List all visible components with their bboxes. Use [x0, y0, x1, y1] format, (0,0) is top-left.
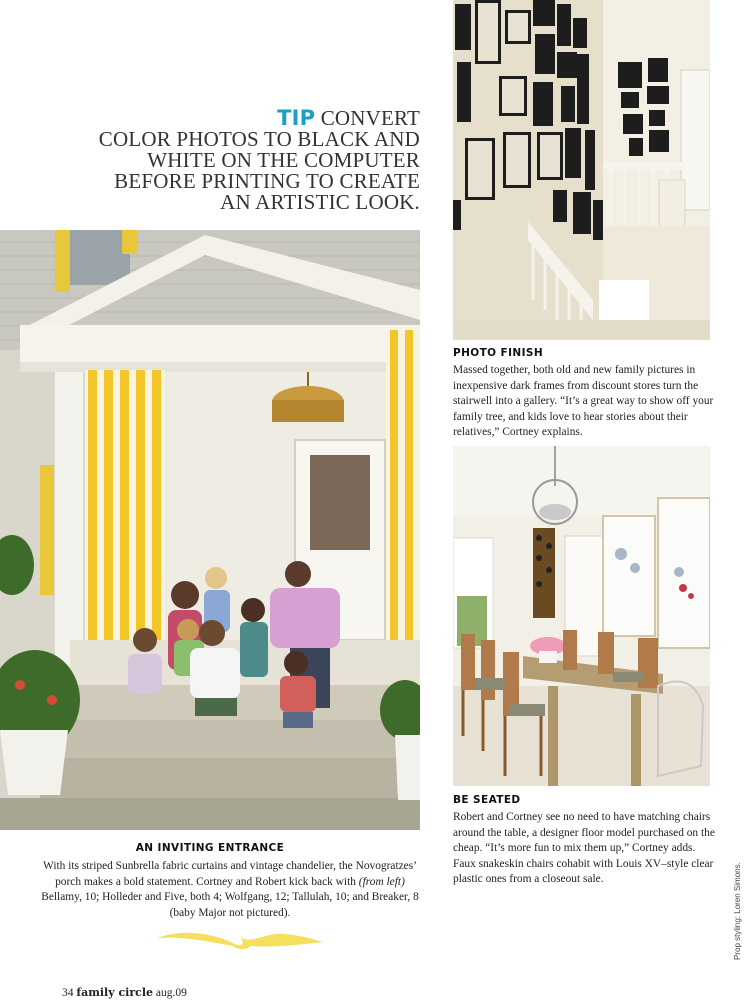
tip-callout [40, 108, 420, 213]
page-folio [62, 986, 187, 999]
porch-caption-italic: (from left) [358, 875, 405, 888]
dining-room-illustration [453, 446, 710, 786]
page-number: 34 [62, 987, 74, 999]
issue-date: aug.09 [155, 987, 187, 999]
porch-caption-body [40, 859, 420, 921]
stairwell-illustration [453, 0, 710, 340]
porch-caption-text-2: Bellamy, 10; Holleder and Five, both 4; Wolfgang, 12; Tallulah, 10; and Breaker, 8 (baby Major not pictured). [41, 891, 419, 919]
stairwell-caption-heading: PHOTO FINISH [453, 347, 544, 359]
porch-photo [0, 230, 420, 830]
porch-illustration [0, 230, 420, 830]
stairwell-caption-body: Massed together, both old and new family pictures in inexpensive dark frames from discount stores turn the stairwell into a gallery. “It’s a great way to show off your family tree, and kids love to hear stories about their relatives,” Cortney explains. [453, 364, 714, 439]
porch-caption-heading: AN INVITING ENTRANCE [135, 842, 285, 854]
tip-line-1: CONVERT [320, 106, 420, 130]
dining-caption-body: Robert and Cortney see no need to have matching chairs around the table, a designer floor model purchased on the cheap. “It’s more fun to mix them up,” Cortney adds. Faux snakeskin chairs cohabit with Louis XV–style clear plastic ones from a closeout sale. [453, 811, 715, 886]
tip-keyword: TIP [277, 106, 316, 130]
dining-caption-heading: BE SEATED [453, 794, 521, 806]
tip-line-3: WHITE ON THE COMPUTER [147, 148, 420, 172]
dining-room-photo [453, 446, 710, 786]
tip-line-5: AN ARTISTIC LOOK. [220, 190, 420, 214]
tip-line-4: BEFORE PRINTING TO CREATE [114, 169, 420, 193]
decorative-squiggle-icon [155, 926, 325, 952]
porch-caption-text-1: With its striped Sunbrella fabric curtains and vintage chandelier, the Novogratzes’ porch makes a bold statement. Cortney and Robert kick back with [43, 860, 417, 888]
photo-credit: Prop styling: Loren Simons. [733, 862, 742, 960]
stairwell-photo [453, 0, 710, 340]
tip-line-2: COLOR PHOTOS TO BLACK AND [98, 127, 420, 151]
magazine-name: family circle [76, 986, 153, 999]
